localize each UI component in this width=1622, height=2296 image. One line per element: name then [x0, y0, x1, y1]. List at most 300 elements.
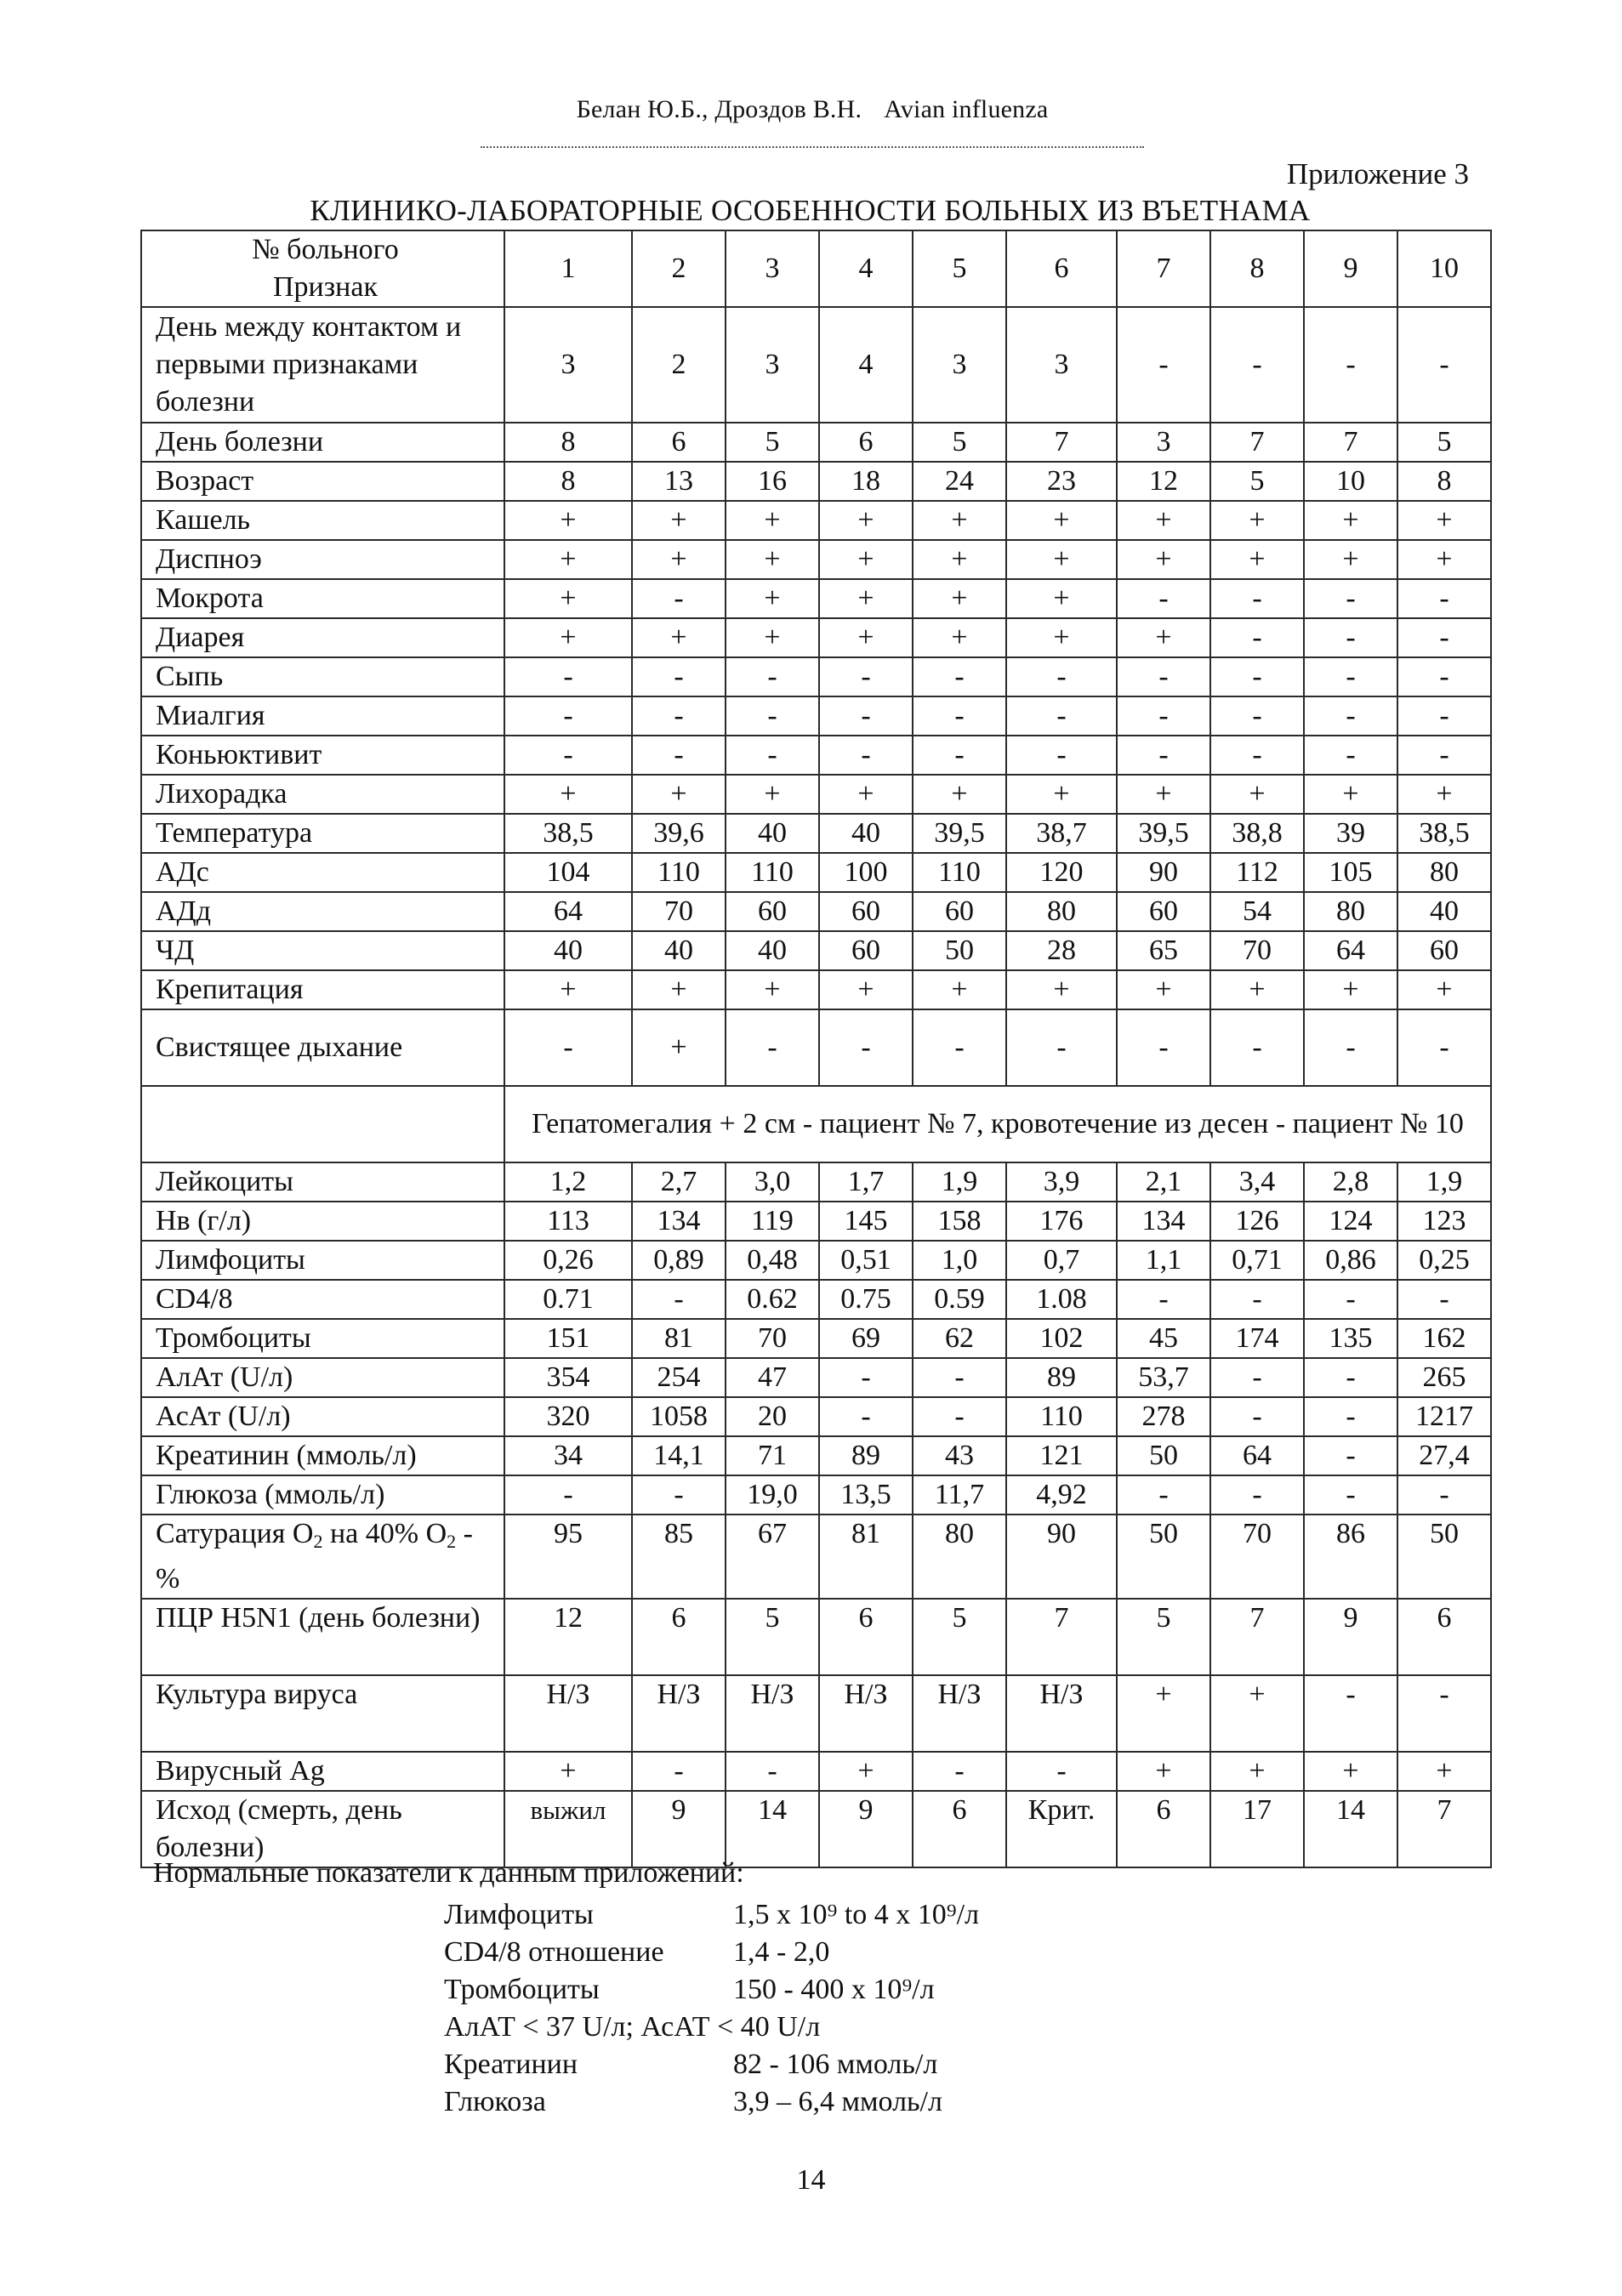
cell-patient-5: 11,7 [913, 1475, 1006, 1515]
cell-patient-9: 9 [1304, 1599, 1397, 1675]
cell-patient-9: - [1304, 1280, 1397, 1319]
table-row [141, 696, 1491, 736]
row-label: Вирусный Ag [141, 1752, 504, 1791]
cell-patient-1: + [504, 579, 632, 618]
norms-list [444, 1896, 979, 2121]
note-row-blank [141, 1086, 504, 1162]
table-row [141, 462, 1491, 501]
table-row [141, 1009, 1491, 1086]
running-head-topic: Avian influenza [884, 95, 1049, 123]
running-head-divider [481, 146, 1144, 148]
cell-patient-7: 134 [1117, 1202, 1210, 1241]
cell-patient-5: 50 [913, 931, 1006, 970]
cell-patient-4: 0.75 [819, 1280, 913, 1319]
table-row [141, 501, 1491, 540]
header-patient-7: 7 [1117, 230, 1210, 307]
cell-patient-3: 40 [726, 931, 819, 970]
row-label: Тромбоциты [141, 1319, 504, 1358]
cell-patient-8: - [1210, 1358, 1304, 1397]
cell-patient-7: + [1117, 1752, 1210, 1791]
cell-patient-2: + [632, 970, 726, 1009]
cell-patient-8: 7 [1210, 1599, 1304, 1675]
table-row [141, 307, 1491, 423]
cell-patient-7: - [1117, 307, 1210, 423]
header-patient-5: 5 [913, 230, 1006, 307]
cell-patient-3: 47 [726, 1358, 819, 1397]
cell-patient-6: + [1006, 501, 1117, 540]
cell-patient-10: 162 [1397, 1319, 1491, 1358]
cell-patient-9: 64 [1304, 931, 1397, 970]
cell-patient-7: + [1117, 970, 1210, 1009]
cell-patient-2: 0,89 [632, 1241, 726, 1280]
table-row [141, 423, 1491, 462]
cell-patient-2: 2,7 [632, 1162, 726, 1202]
cell-patient-8: 38,8 [1210, 814, 1304, 853]
cell-patient-1: 8 [504, 423, 632, 462]
row-label: Диспноэ [141, 540, 504, 579]
cell-patient-1: Н/З [504, 1675, 632, 1752]
table-row [141, 853, 1491, 892]
cell-patient-2: 81 [632, 1319, 726, 1358]
row-label: Нв (г/л) [141, 1202, 504, 1241]
cell-patient-6: - [1006, 736, 1117, 775]
note-row [141, 1086, 1491, 1162]
cell-patient-10: 50 [1397, 1515, 1491, 1599]
cell-patient-3: 14 [726, 1791, 819, 1867]
cell-patient-8: - [1210, 579, 1304, 618]
norm-name: Глюкоза [444, 2086, 546, 2117]
table-row [141, 814, 1491, 853]
cell-patient-10: - [1397, 1475, 1491, 1515]
cell-patient-8: + [1210, 1752, 1304, 1791]
cell-patient-4: 9 [819, 1791, 913, 1867]
cell-patient-5: 1,0 [913, 1241, 1006, 1280]
cell-patient-6: - [1006, 657, 1117, 696]
cell-patient-7: 39,5 [1117, 814, 1210, 853]
cell-patient-4: 6 [819, 1599, 913, 1675]
cell-patient-5: 5 [913, 423, 1006, 462]
cell-patient-8: 126 [1210, 1202, 1304, 1241]
cell-patient-6: 3,9 [1006, 1162, 1117, 1202]
cell-patient-3: 40 [726, 814, 819, 853]
page-number: 14 [796, 2164, 826, 2196]
cell-patient-8: 54 [1210, 892, 1304, 931]
cell-patient-3: 16 [726, 462, 819, 501]
cell-patient-3: + [726, 775, 819, 814]
cell-patient-1: + [504, 540, 632, 579]
cell-patient-10: 0,25 [1397, 1241, 1491, 1280]
cell-patient-6: 90 [1006, 1515, 1117, 1599]
cell-patient-2: - [632, 1280, 726, 1319]
cell-patient-3: 3,0 [726, 1162, 819, 1202]
cell-patient-9: 7 [1304, 423, 1397, 462]
cell-patient-9: - [1304, 696, 1397, 736]
cell-patient-5: + [913, 501, 1006, 540]
cell-patient-2: 70 [632, 892, 726, 931]
cell-patient-2: 39,6 [632, 814, 726, 853]
cell-patient-3: 70 [726, 1319, 819, 1358]
row-label: Лейкоциты [141, 1162, 504, 1202]
cell-patient-8: - [1210, 736, 1304, 775]
cell-patient-5: + [913, 970, 1006, 1009]
norm-row [444, 1971, 979, 2009]
cell-patient-3: Н/З [726, 1675, 819, 1752]
cell-patient-1: - [504, 1009, 632, 1086]
cell-patient-4: 60 [819, 931, 913, 970]
cell-patient-10: 8 [1397, 462, 1491, 501]
cell-patient-8: + [1210, 970, 1304, 1009]
cell-patient-6: 120 [1006, 853, 1117, 892]
cell-patient-3: - [726, 1752, 819, 1791]
cell-patient-9: - [1304, 1475, 1397, 1515]
cell-patient-5: 110 [913, 853, 1006, 892]
cell-patient-2: 9 [632, 1791, 726, 1867]
cell-patient-8: 70 [1210, 931, 1304, 970]
cell-patient-7: 6 [1117, 1791, 1210, 1867]
cell-patient-8: - [1210, 696, 1304, 736]
cell-patient-6: 38,7 [1006, 814, 1117, 853]
cell-patient-6: 110 [1006, 1397, 1117, 1436]
cell-patient-5: - [913, 736, 1006, 775]
cell-patient-1: 0.71 [504, 1280, 632, 1319]
cell-patient-2: 134 [632, 1202, 726, 1241]
cell-patient-5: - [913, 657, 1006, 696]
cell-patient-4: 89 [819, 1436, 913, 1475]
cell-patient-5: - [913, 1358, 1006, 1397]
row-label: Лихорадка [141, 775, 504, 814]
cell-patient-8: 64 [1210, 1436, 1304, 1475]
table-row [141, 1319, 1491, 1358]
cell-patient-4: 4 [819, 307, 913, 423]
cell-patient-1: - [504, 1475, 632, 1515]
table-row [141, 1791, 1491, 1867]
cell-patient-9: - [1304, 618, 1397, 657]
cell-patient-5: + [913, 579, 1006, 618]
cell-patient-6: 0,7 [1006, 1241, 1117, 1280]
row-label-subscript: 2 [447, 1531, 457, 1552]
cell-patient-10: - [1397, 618, 1491, 657]
cell-patient-1: 113 [504, 1202, 632, 1241]
cell-patient-4: 6 [819, 423, 913, 462]
cell-patient-10: + [1397, 775, 1491, 814]
cell-patient-8: - [1210, 1280, 1304, 1319]
cell-patient-1: 64 [504, 892, 632, 931]
cell-patient-3: 5 [726, 423, 819, 462]
cell-patient-1: 354 [504, 1358, 632, 1397]
cell-patient-4: 145 [819, 1202, 913, 1241]
cell-patient-9: 0,86 [1304, 1241, 1397, 1280]
header-feature: Признак [273, 271, 378, 303]
cell-patient-9: 105 [1304, 853, 1397, 892]
cell-patient-2: 13 [632, 462, 726, 501]
cell-patient-6: + [1006, 970, 1117, 1009]
cell-patient-2: 40 [632, 931, 726, 970]
row-label [141, 1515, 504, 1599]
cell-patient-4: - [819, 1397, 913, 1436]
cell-patient-5: 1,9 [913, 1162, 1006, 1202]
cell-patient-3: + [726, 618, 819, 657]
cell-patient-5: 5 [913, 1599, 1006, 1675]
row-label: АлАт (U/л) [141, 1358, 504, 1397]
cell-patient-3: 19,0 [726, 1475, 819, 1515]
row-label: ЧД [141, 931, 504, 970]
cell-patient-5: - [913, 1397, 1006, 1436]
cell-patient-6: 7 [1006, 1599, 1117, 1675]
cell-patient-10: 6 [1397, 1599, 1491, 1675]
cell-patient-10: 5 [1397, 423, 1491, 462]
cell-patient-8: + [1210, 775, 1304, 814]
cell-patient-4: + [819, 540, 913, 579]
cell-patient-8: - [1210, 1475, 1304, 1515]
table-row [141, 1515, 1491, 1599]
cell-patient-2: - [632, 579, 726, 618]
cell-patient-1: 0,26 [504, 1241, 632, 1280]
row-label: Миалгия [141, 696, 504, 736]
cell-patient-7: 50 [1117, 1515, 1210, 1599]
cell-patient-2: - [632, 736, 726, 775]
row-label: ПЦР H5N1 (день болезни) [141, 1599, 504, 1675]
cell-patient-4: - [819, 736, 913, 775]
cell-patient-10: - [1397, 307, 1491, 423]
table-row [141, 1280, 1491, 1319]
cell-patient-1: 95 [504, 1515, 632, 1599]
cell-patient-6: 102 [1006, 1319, 1117, 1358]
cell-patient-7: + [1117, 618, 1210, 657]
cell-patient-7: - [1117, 1009, 1210, 1086]
cell-patient-7: - [1117, 1280, 1210, 1319]
cell-patient-4: 100 [819, 853, 913, 892]
cell-patient-6: - [1006, 1752, 1117, 1791]
cell-patient-9: + [1304, 540, 1397, 579]
row-label-subscript: 2 [313, 1531, 323, 1552]
cell-patient-9: - [1304, 579, 1397, 618]
cell-patient-9: 10 [1304, 462, 1397, 501]
cell-patient-5: 0.59 [913, 1280, 1006, 1319]
cell-patient-6: Крит. [1006, 1791, 1117, 1867]
norm-row [444, 1896, 979, 1934]
row-label: Сыпь [141, 657, 504, 696]
cell-patient-10: + [1397, 970, 1491, 1009]
row-label: CD4/8 [141, 1280, 504, 1319]
cell-patient-5: 80 [913, 1515, 1006, 1599]
cell-patient-9: 86 [1304, 1515, 1397, 1599]
cell-patient-3: 60 [726, 892, 819, 931]
cell-patient-4: - [819, 1358, 913, 1397]
cell-patient-2: 254 [632, 1358, 726, 1397]
table-row [141, 1599, 1491, 1675]
header-patient-6: 6 [1006, 230, 1117, 307]
table-row [141, 736, 1491, 775]
cell-patient-2: 110 [632, 853, 726, 892]
cell-patient-9: - [1304, 1397, 1397, 1436]
table-row [141, 775, 1491, 814]
table-row [141, 931, 1491, 970]
cell-patient-9: 124 [1304, 1202, 1397, 1241]
cell-patient-6: + [1006, 540, 1117, 579]
row-label: Культура вируса [141, 1675, 504, 1752]
table-row [141, 618, 1491, 657]
cell-patient-8: - [1210, 1009, 1304, 1086]
cell-patient-6: 80 [1006, 892, 1117, 931]
cell-patient-5: 3 [913, 307, 1006, 423]
norm-name: АлАТ < 37 U/л; АсАТ < 40 U/л [444, 2011, 821, 2043]
table-row [141, 1241, 1491, 1280]
cell-patient-2: 2 [632, 307, 726, 423]
row-label-part: на 40% О [322, 1518, 447, 1549]
cell-patient-8: - [1210, 657, 1304, 696]
table-row [141, 1202, 1491, 1241]
cell-patient-10: - [1397, 1009, 1491, 1086]
cell-patient-3: - [726, 1009, 819, 1086]
cell-patient-10: - [1397, 657, 1491, 696]
cell-patient-5: + [913, 775, 1006, 814]
table-row [141, 1162, 1491, 1202]
cell-patient-10: 123 [1397, 1202, 1491, 1241]
cell-patient-10: - [1397, 1675, 1491, 1752]
cell-patient-9: - [1304, 657, 1397, 696]
cell-patient-8: 70 [1210, 1515, 1304, 1599]
cell-patient-5: - [913, 696, 1006, 736]
cell-patient-1: 40 [504, 931, 632, 970]
table-row [141, 579, 1491, 618]
cell-patient-7: 45 [1117, 1319, 1210, 1358]
table-row [141, 1475, 1491, 1515]
cell-patient-8: - [1210, 1397, 1304, 1436]
cell-patient-7: 60 [1117, 892, 1210, 931]
cell-patient-2: 85 [632, 1515, 726, 1599]
cell-patient-9: - [1304, 1436, 1397, 1475]
cell-patient-3: 3 [726, 307, 819, 423]
cell-patient-7: + [1117, 540, 1210, 579]
cell-patient-8: 112 [1210, 853, 1304, 892]
cell-patient-10: 1217 [1397, 1397, 1491, 1436]
cell-patient-4: 18 [819, 462, 913, 501]
cell-patient-1: + [504, 1752, 632, 1791]
cell-patient-6: 89 [1006, 1358, 1117, 1397]
cell-patient-8: 17 [1210, 1791, 1304, 1867]
cell-patient-1: 38,5 [504, 814, 632, 853]
row-label: Диарея [141, 618, 504, 657]
cell-patient-3: 0.62 [726, 1280, 819, 1319]
cell-patient-3: + [726, 540, 819, 579]
cell-patient-7: - [1117, 579, 1210, 618]
cell-patient-5: 43 [913, 1436, 1006, 1475]
row-label: Креатинин (ммоль/л) [141, 1436, 504, 1475]
cell-patient-8: 3,4 [1210, 1162, 1304, 1202]
row-label-part: -% [156, 1518, 473, 1594]
cell-patient-1: - [504, 696, 632, 736]
cell-patient-7: - [1117, 1475, 1210, 1515]
running-head [481, 95, 1144, 124]
cell-patient-1: + [504, 501, 632, 540]
cell-patient-2: 6 [632, 423, 726, 462]
cell-patient-5: 24 [913, 462, 1006, 501]
cell-patient-8: + [1210, 501, 1304, 540]
cell-patient-4: + [819, 579, 913, 618]
norm-value: 150 - 400 x 10⁹/л [733, 1974, 935, 2005]
cell-patient-2: - [632, 1752, 726, 1791]
cell-patient-3: 67 [726, 1515, 819, 1599]
row-label: День между контактом и первыми признаками болезни [141, 307, 504, 423]
cell-patient-5: 62 [913, 1319, 1006, 1358]
row-label: Возраст [141, 462, 504, 501]
cell-patient-4: + [819, 501, 913, 540]
cell-patient-8: + [1210, 540, 1304, 579]
header-patient-10: 10 [1397, 230, 1491, 307]
norm-name: Креатинин [444, 2049, 578, 2080]
row-label: Глюкоза (ммоль/л) [141, 1475, 504, 1515]
cell-patient-4: 69 [819, 1319, 913, 1358]
cell-patient-10: + [1397, 501, 1491, 540]
cell-patient-3: + [726, 579, 819, 618]
table-row [141, 657, 1491, 696]
header-patient-9: 9 [1304, 230, 1397, 307]
cell-patient-6: 3 [1006, 307, 1117, 423]
cell-patient-4: + [819, 1752, 913, 1791]
cell-patient-4: 1,7 [819, 1162, 913, 1202]
cell-patient-10: 60 [1397, 931, 1491, 970]
cell-patient-2: - [632, 657, 726, 696]
cell-patient-7: + [1117, 775, 1210, 814]
cell-patient-7: - [1117, 657, 1210, 696]
cell-patient-3: 5 [726, 1599, 819, 1675]
cell-patient-6: + [1006, 579, 1117, 618]
cell-patient-4: + [819, 970, 913, 1009]
cell-patient-6: 1.08 [1006, 1280, 1117, 1319]
norm-name: Лимфоциты [444, 1899, 594, 1930]
cell-patient-7: 90 [1117, 853, 1210, 892]
cell-patient-9: + [1304, 970, 1397, 1009]
header-feature-cell [141, 230, 504, 307]
cell-patient-10: - [1397, 696, 1491, 736]
cell-patient-9: + [1304, 501, 1397, 540]
header-patient-1: 1 [504, 230, 632, 307]
cell-patient-4: Н/З [819, 1675, 913, 1752]
cell-patient-5: 60 [913, 892, 1006, 931]
cell-patient-1: - [504, 657, 632, 696]
cell-patient-3: 71 [726, 1436, 819, 1475]
cell-patient-5: Н/З [913, 1675, 1006, 1752]
cell-patient-5: 39,5 [913, 814, 1006, 853]
cell-patient-10: 7 [1397, 1791, 1491, 1867]
norm-value: 82 - 106 ммоль/л [733, 2049, 938, 2080]
cell-patient-9: - [1304, 1358, 1397, 1397]
norm-name: Тромбоциты [444, 1974, 600, 2005]
cell-patient-1: + [504, 775, 632, 814]
cell-patient-10: 27,4 [1397, 1436, 1491, 1475]
table-row [141, 1436, 1491, 1475]
cell-patient-7: 12 [1117, 462, 1210, 501]
cell-patient-7: - [1117, 736, 1210, 775]
cell-patient-4: - [819, 1009, 913, 1086]
header-patient-3: 3 [726, 230, 819, 307]
cell-patient-4: 40 [819, 814, 913, 853]
header-patient-8: 8 [1210, 230, 1304, 307]
cell-patient-6: - [1006, 696, 1117, 736]
cell-patient-1: 151 [504, 1319, 632, 1358]
row-label: Крепитация [141, 970, 504, 1009]
cell-patient-5: + [913, 540, 1006, 579]
cell-patient-9: 39 [1304, 814, 1397, 853]
cell-patient-2: + [632, 1009, 726, 1086]
appendix-label: Приложение 3 [1286, 157, 1469, 190]
cell-patient-7: - [1117, 696, 1210, 736]
cell-patient-10: - [1397, 1280, 1491, 1319]
cell-patient-9: 80 [1304, 892, 1397, 931]
cell-patient-8: 5 [1210, 462, 1304, 501]
cell-patient-4: - [819, 657, 913, 696]
cell-patient-2: + [632, 540, 726, 579]
